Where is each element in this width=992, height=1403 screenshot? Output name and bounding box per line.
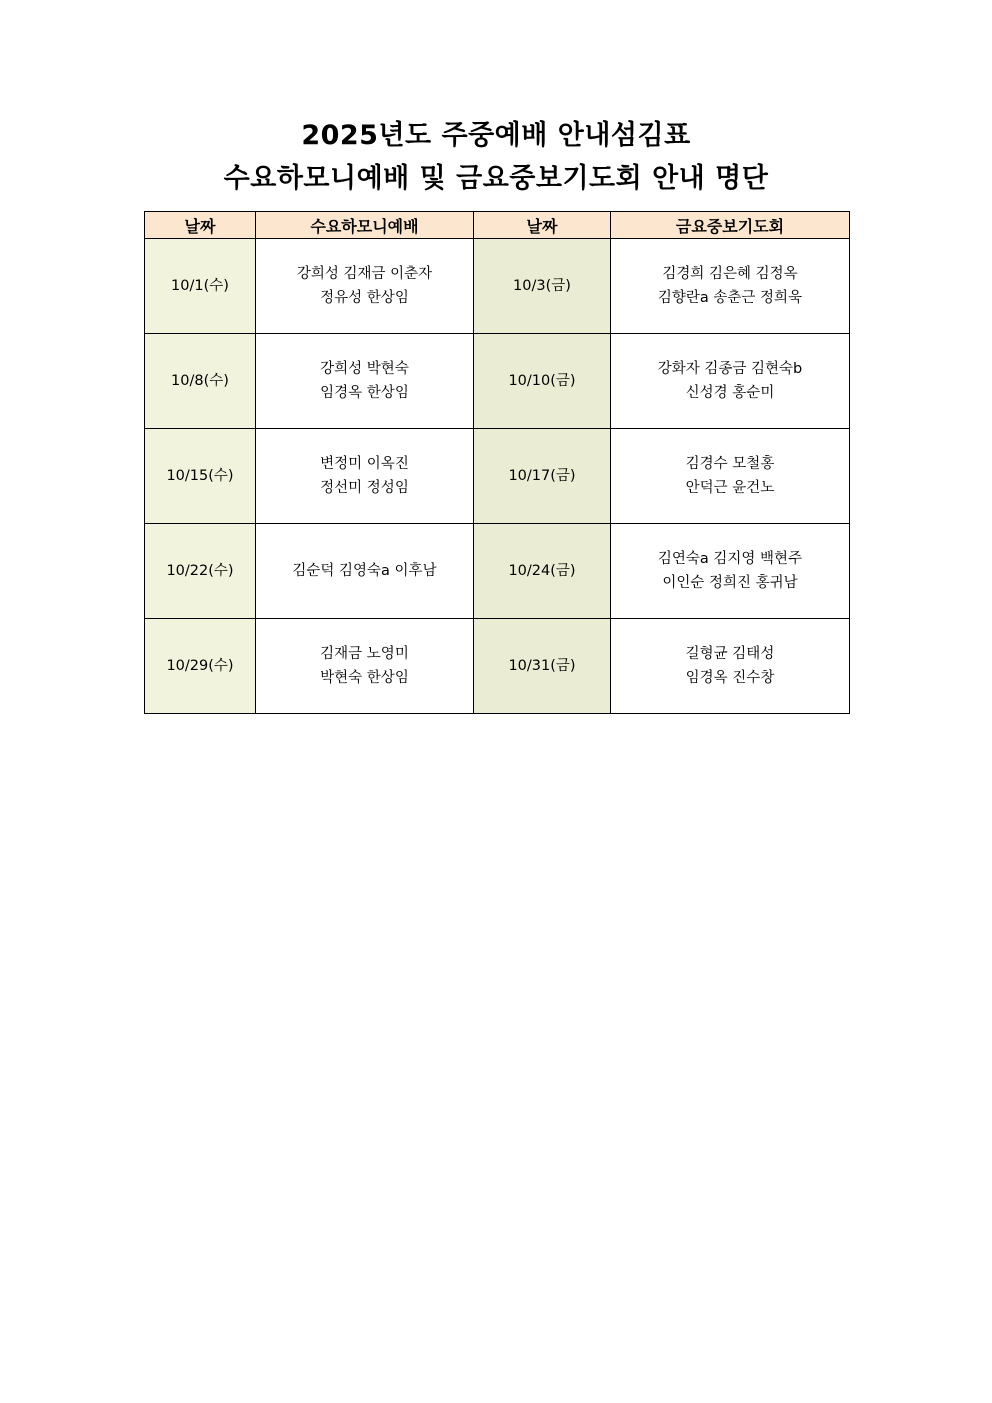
fri-names-cell (611, 619, 850, 714)
usher-roster-table (144, 211, 850, 714)
name-line: 신성경 홍순미 (685, 385, 775, 401)
fri-names-cell (611, 334, 850, 429)
wed-names-cell (256, 524, 474, 619)
wed-names-cell (256, 619, 474, 714)
fri-date-cell: 10/10(금) (474, 334, 611, 429)
name-line: 안덕근 윤건노 (685, 480, 775, 496)
header-fri-date: 날짜 (474, 212, 611, 239)
name-line: 임경옥 진수창 (685, 670, 775, 686)
name-line: 이인순 정희진 홍귀남 (662, 575, 798, 591)
fri-names-cell (611, 239, 850, 334)
header-wed-date: 날짜 (145, 212, 256, 239)
page-title-line-2: 수요하모니예배 및 금요중보기도회 안내 명단 (223, 163, 769, 194)
name-line: 변정미 이옥진 (320, 456, 409, 472)
fri-date-cell: 10/24(금) (474, 524, 611, 619)
name-line: 김연숙a 김지영 백현주 (657, 551, 803, 567)
name-line: 김순덕 김영숙a 이후남 (292, 563, 437, 579)
name-line: 박현숙 한상임 (320, 670, 409, 686)
wed-date-cell: 10/22(수) (145, 524, 256, 619)
wed-date-cell: 10/15(수) (145, 429, 256, 524)
name-line: 김향란a 송춘근 정희욱 (657, 290, 803, 306)
wed-date-cell: 10/1(수) (145, 239, 256, 334)
page-title-line-1: 2025년도 주중예배 안내섬김표 (301, 120, 691, 151)
name-line: 정선미 정성임 (320, 480, 409, 496)
table-row (145, 429, 850, 524)
table-row (145, 239, 850, 334)
table-row (145, 619, 850, 714)
name-line: 임경옥 한상임 (320, 385, 409, 401)
name-line: 강희성 박현숙 (320, 361, 409, 377)
fri-names-cell (611, 524, 850, 619)
name-line: 김경수 모철홍 (685, 456, 775, 472)
fri-date-cell: 10/31(금) (474, 619, 611, 714)
name-line: 김재금 노영미 (320, 646, 409, 662)
header-wed-service: 수요하모니예배 (256, 212, 474, 239)
name-line: 강희성 김재금 이춘자 (296, 266, 433, 282)
fri-names-cell (611, 429, 850, 524)
name-line: 김경희 김은혜 김정옥 (662, 266, 798, 282)
header-fri-service: 금요중보기도회 (611, 212, 850, 239)
wed-names-cell (256, 334, 474, 429)
fri-date-cell: 10/3(금) (474, 239, 611, 334)
table-header-row (145, 212, 850, 239)
table-row (145, 524, 850, 619)
fri-date-cell: 10/17(금) (474, 429, 611, 524)
name-line: 길형균 김태성 (685, 646, 775, 662)
wed-names-cell (256, 429, 474, 524)
name-line: 강화자 김종금 김현숙b (657, 361, 803, 377)
name-line: 정유성 한상임 (320, 290, 409, 306)
wed-names-cell (256, 239, 474, 334)
table-row (145, 334, 850, 429)
wed-date-cell: 10/29(수) (145, 619, 256, 714)
wed-date-cell: 10/8(수) (145, 334, 256, 429)
